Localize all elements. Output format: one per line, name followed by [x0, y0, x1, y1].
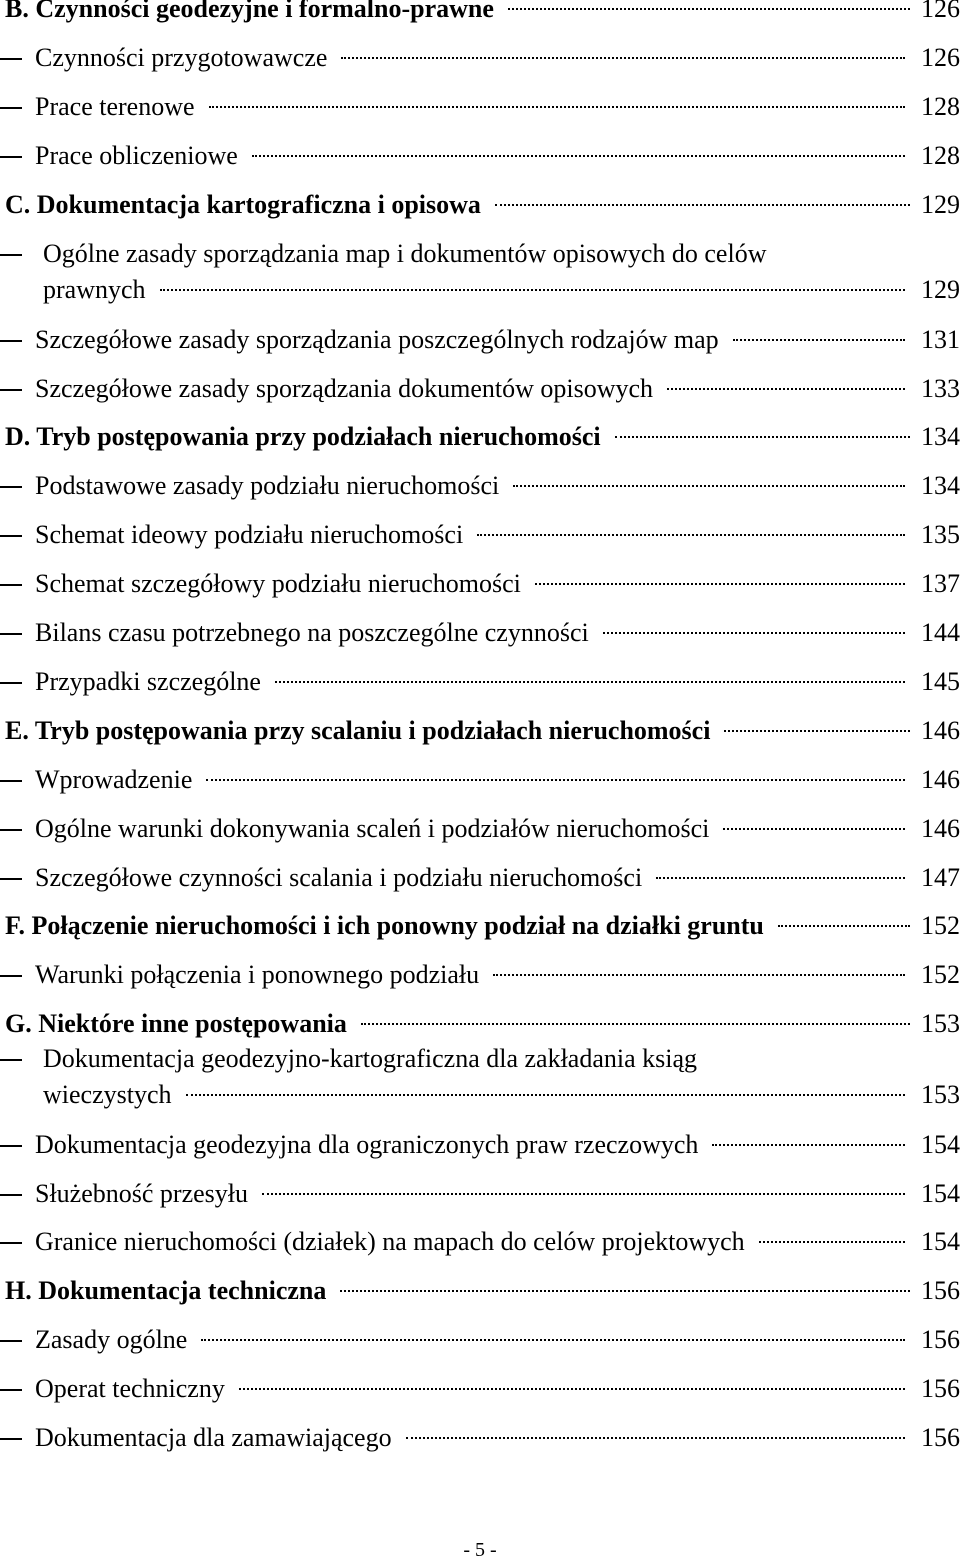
toc-section	[0, 190, 960, 220]
page-number: 156	[921, 1276, 960, 1305]
page-number: 154	[921, 1179, 960, 1208]
page-number: 156	[921, 1325, 960, 1354]
dot-leader	[262, 1193, 905, 1195]
dot-leader	[656, 877, 905, 879]
toc-entry-title: E. Tryb postępowania przy scalaniu i podziałach nieruchomości	[5, 716, 711, 745]
dot-leader	[535, 583, 905, 585]
toc-section	[0, 422, 960, 452]
page-number: 156	[921, 1423, 960, 1452]
toc-item	[0, 1227, 960, 1257]
page-number: 152	[921, 911, 960, 940]
page-number: 129	[921, 275, 960, 304]
dot-leader	[603, 632, 905, 634]
toc-item	[0, 374, 960, 404]
toc-section	[0, 1009, 960, 1039]
dot-leader	[201, 1339, 905, 1341]
toc-entry-title: Granice nieruchomości (działek) na mapach do celów projektowych	[35, 1227, 745, 1256]
dash-marker	[0, 633, 22, 635]
dash-marker	[0, 1438, 22, 1440]
toc-entry-title: Szczegółowe zasady sporządzania dokumentów opisowych	[35, 374, 654, 403]
page-number: 131	[921, 325, 960, 354]
toc-entry-title: Dokumentacja dla zamawiającego	[35, 1423, 392, 1452]
dash-marker	[0, 1194, 22, 1196]
toc-item	[0, 1044, 960, 1110]
dot-leader	[712, 1144, 905, 1146]
toc-entry-title: Prace terenowe	[35, 92, 195, 121]
dash-marker	[0, 254, 22, 256]
toc-entry-title: prawnych	[43, 275, 146, 304]
page-number: 129	[921, 190, 960, 219]
toc-entry-title: G. Niektóre inne postępowania	[5, 1009, 347, 1038]
toc-entry-title: Czynności przygotowawcze	[35, 43, 328, 72]
dot-leader	[759, 1241, 905, 1243]
dash-marker	[0, 780, 22, 782]
toc-entry-title: Przypadki szczególne	[35, 667, 261, 696]
page-number: 147	[921, 863, 960, 892]
page-number-footer: - 5 -	[463, 1539, 497, 1561]
dot-leader	[340, 1290, 910, 1292]
page-number: 146	[921, 716, 960, 745]
toc-item	[0, 863, 960, 893]
toc-item	[0, 43, 960, 73]
toc-entry-title: Szczegółowe czynności scalania i podziału nieruchomości	[35, 863, 643, 892]
dot-leader	[667, 388, 905, 390]
dash-marker	[0, 535, 22, 537]
dash-marker	[0, 878, 22, 880]
dot-leader	[239, 1388, 905, 1390]
page-number: 134	[921, 471, 960, 500]
dash-marker	[0, 1242, 22, 1244]
toc-entry-title: Bilans czasu potrzebnego na poszczególne czynności	[35, 618, 589, 647]
page-number: 126	[921, 43, 960, 72]
toc-item	[0, 765, 960, 795]
toc-section	[0, 911, 960, 941]
toc-item	[0, 92, 960, 122]
dash-marker	[0, 1059, 22, 1061]
page-number: 154	[921, 1130, 960, 1159]
page-number: 128	[921, 92, 960, 121]
toc-entry-title: H. Dokumentacja techniczna	[5, 1276, 327, 1305]
dash-marker	[0, 340, 22, 342]
dash-marker	[0, 682, 22, 684]
toc-item	[0, 814, 960, 844]
toc-entry-title-line1: Dokumentacja geodezyjno-kartograficzna dla zakładania ksiąg	[43, 1044, 698, 1073]
dot-leader	[508, 8, 910, 10]
toc-item	[0, 618, 960, 648]
dot-leader	[186, 1094, 905, 1096]
toc-item	[0, 960, 960, 990]
dot-leader	[723, 828, 905, 830]
toc-entry-title: Operat techniczny	[35, 1374, 225, 1403]
page-number: 126	[921, 0, 960, 23]
dash-marker	[0, 829, 22, 831]
toc-item	[0, 1130, 960, 1160]
dot-leader	[406, 1437, 905, 1439]
dash-marker	[0, 389, 22, 391]
page-number: 154	[921, 1227, 960, 1256]
toc-entry-title: Prace obliczeniowe	[35, 141, 238, 170]
dash-marker	[0, 1145, 22, 1147]
dash-marker	[0, 975, 22, 977]
dash-marker	[0, 1340, 22, 1342]
page-number: 153	[921, 1009, 960, 1038]
dash-marker	[0, 486, 22, 488]
toc-item	[0, 239, 960, 305]
toc-entry-title: Schemat szczegółowy podziału nieruchomości	[35, 569, 521, 598]
page-number: 134	[921, 422, 960, 451]
dot-leader	[493, 974, 905, 976]
page-number: 137	[921, 569, 960, 598]
dot-leader	[495, 204, 910, 206]
toc-section	[0, 0, 960, 24]
toc-entry-title: C. Dokumentacja kartograficzna i opisowa	[5, 190, 481, 219]
toc-entry-title: Dokumentacja geodezyjna dla ograniczonych praw rzeczowych	[35, 1130, 699, 1159]
toc-entry-title: wieczystych	[43, 1080, 172, 1109]
page-number: 146	[921, 814, 960, 843]
toc-item	[0, 471, 960, 501]
dot-leader	[206, 779, 905, 781]
dot-leader	[513, 485, 905, 487]
dot-leader	[160, 289, 905, 291]
toc-item	[0, 1179, 960, 1209]
page-number: 133	[921, 374, 960, 403]
toc-entry-title: Warunki połączenia i ponownego podziału	[35, 960, 480, 989]
toc-item	[0, 569, 960, 599]
page-number: 152	[921, 960, 960, 989]
dot-leader	[209, 106, 905, 108]
dash-marker	[0, 58, 22, 60]
toc-entry-title: F. Połączenie nieruchomości i ich ponowny podział na działki gruntu	[5, 911, 764, 940]
toc-item	[0, 1374, 960, 1404]
toc-item	[0, 520, 960, 550]
dot-leader	[361, 1023, 910, 1025]
page-number: 146	[921, 765, 960, 794]
dash-marker	[0, 107, 22, 109]
dash-marker	[0, 584, 22, 586]
toc-entry-title: Ogólne warunki dokonywania scaleń i podziałów nieruchomości	[35, 814, 710, 843]
page-number: 156	[921, 1374, 960, 1403]
toc-entry-title: Schemat ideowy podziału nieruchomości	[35, 520, 464, 549]
toc-entry-title: Wprowadzenie	[35, 765, 193, 794]
toc-section	[0, 716, 960, 746]
toc-entry-title: Szczegółowe zasady sporządzania poszczególnych rodzajów map	[35, 325, 719, 354]
dot-leader	[778, 925, 910, 927]
dot-leader	[724, 730, 910, 732]
toc-item	[0, 325, 960, 355]
page-number: 153	[921, 1080, 960, 1109]
dot-leader	[615, 436, 910, 438]
toc-entry-title: Zasady ogólne	[35, 1325, 188, 1354]
dot-leader	[477, 534, 905, 536]
toc-item	[0, 667, 960, 697]
toc-item	[0, 1325, 960, 1355]
page-number: 128	[921, 141, 960, 170]
toc-entry-title: Podstawowe zasady podziału nieruchomości	[35, 471, 500, 500]
page-number: 135	[921, 520, 960, 549]
toc-section	[0, 1276, 960, 1306]
dot-leader	[341, 57, 905, 59]
toc-entry-title-line1: Ogólne zasady sporządzania map i dokumentów opisowych do celów	[43, 239, 767, 268]
toc-item	[0, 1423, 960, 1453]
page-number: 145	[921, 667, 960, 696]
dot-leader	[252, 155, 905, 157]
dot-leader	[733, 339, 905, 341]
toc-entry-title: D. Tryb postępowania przy podziałach nieruchomości	[5, 422, 601, 451]
dash-marker	[0, 156, 22, 158]
toc-entry-title: Służebność przesyłu	[35, 1179, 249, 1208]
page-number: 144	[921, 618, 960, 647]
toc-item	[0, 141, 960, 171]
dash-marker	[0, 1389, 22, 1391]
toc-entry-title: B. Czynności geodezyjne i formalno-prawne	[5, 0, 494, 23]
dot-leader	[275, 681, 905, 683]
